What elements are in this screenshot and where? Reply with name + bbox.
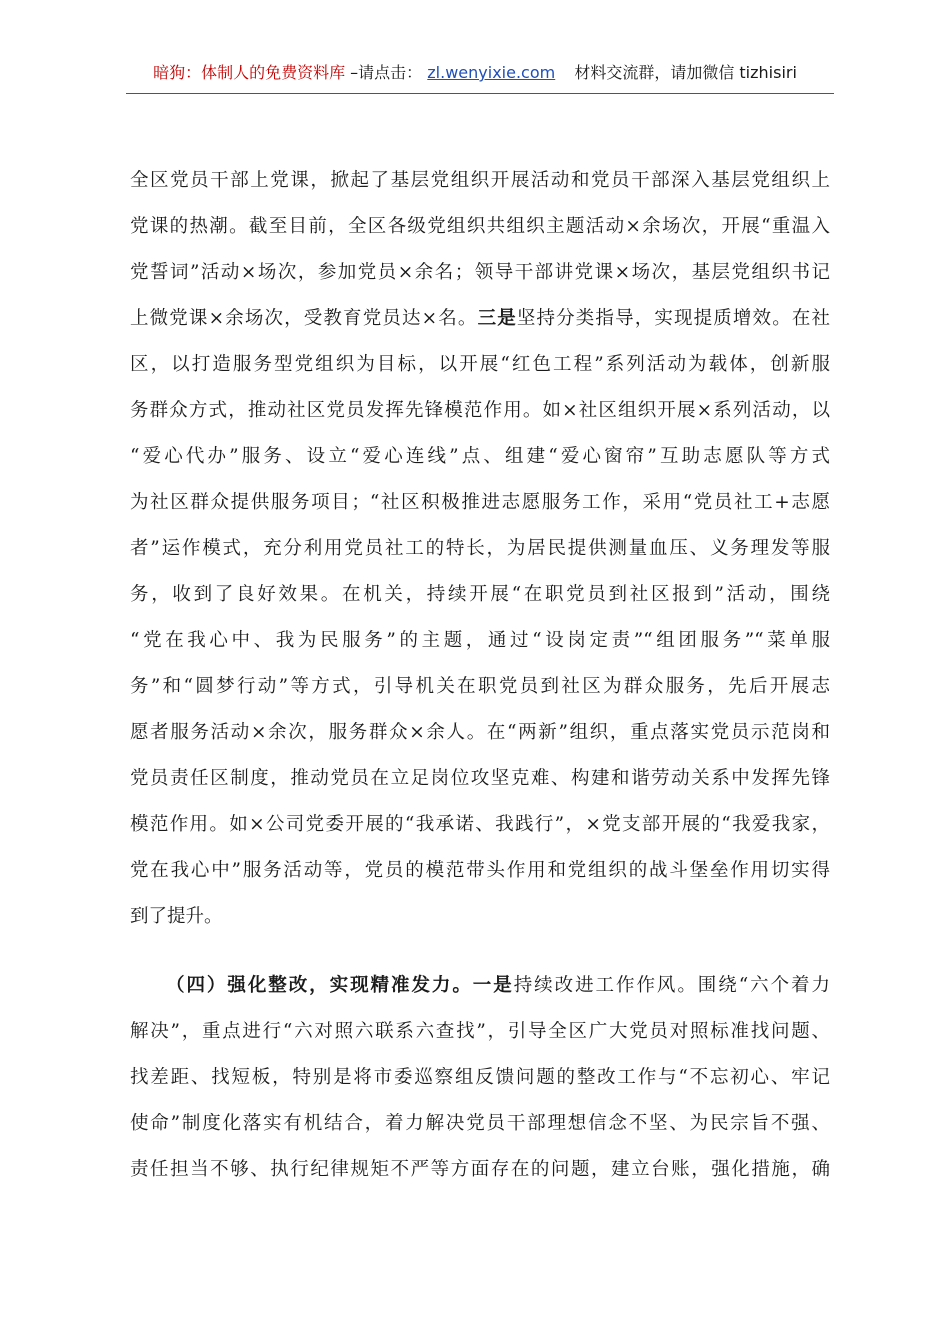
text-run: 上微党课×余场次，受教育党员达×名。 — [130, 308, 478, 329]
text-line: 党在我心中”服务活动等，党员的模范带头作用和党组织的战斗堡垒作用切实得 — [130, 860, 830, 881]
text-line: 找差距、找短板，特别是将市委巡察组反馈问题的整改工作与“不忘初心、牢记 — [130, 1067, 830, 1088]
text-line — [130, 303, 830, 349]
section-heading-line — [130, 970, 830, 1016]
text-line: “爱心代办”服务、设立“爱心连线”点、组建“爱心窗帘”互助志愿队等方式 — [130, 446, 830, 467]
text-line: 模范作用。如×公司党委开展的“我承诺、我践行”，×党支部开展的“我爱我家， — [130, 814, 830, 835]
text-line: 党誓词”活动×场次，参加党员×余名；领导干部讲党课×场次，基层党组织书记 — [130, 262, 830, 283]
text-run: 坚持分类指导，实现提质增效。在社 — [516, 308, 830, 329]
text-line: “党在我心中、我为民服务”的主题，通过“设岗定责”“组团服务”“菜单服 — [130, 630, 830, 651]
text-line: 愿者服务活动×余次，服务群众×余人。在“两新”组织，重点落实党员示范岗和 — [130, 722, 830, 743]
text-line: 全区党员干部上党课，掀起了基层党组织开展活动和党员干部深入基层党组织上 — [130, 170, 830, 191]
section-heading: （四）强化整改，实现精准发力。一是 — [166, 975, 514, 996]
text-line: 务群众方式，推动社区党员发挥先锋模范作用。如×社区组织开展×系列活动，以 — [130, 400, 830, 421]
document-body — [130, 165, 830, 1200]
text-line: 务”和“圆梦行动”等方式，引导机关在职党员到社区为群众服务，先后开展志 — [130, 676, 830, 697]
paragraph-2 — [130, 970, 830, 1200]
text-line: 党课的热潮。截至目前，全区各级党组织共组织主题活动×余场次，开展“重温入 — [130, 216, 830, 237]
text-line: 解决”，重点进行“六对照六联系六查找”，引导全区广大党员对照标准找问题、 — [130, 1021, 830, 1042]
text-line: 党员责任区制度，推动党员在立足岗位攻坚克难、构建和谐劳动关系中发挥先锋 — [130, 768, 830, 789]
click-label: –请点击： — [350, 63, 423, 82]
paragraph-gap — [130, 947, 830, 970]
text-run: 持续改进工作作风。围绕“六个着力 — [513, 975, 830, 996]
text-line: 责任担当不够、执行纪律规矩不严等方面存在的问题，建立台账，强化措施，确 — [130, 1159, 830, 1180]
bold-run: 三是 — [477, 308, 517, 329]
text-line: 者”运作模式，充分利用党员社工的特长，为居民提供测量血压、义务理发等服 — [130, 538, 830, 559]
header-divider — [126, 93, 834, 94]
wechat-group-label: 材料交流群，请加微信 tizhisiri — [574, 63, 797, 82]
site-label: 暗狗：体制人的免费资料库 — [153, 63, 346, 82]
text-line: 为社区群众提供服务项目；“社区积极推进志愿服务工作，采用“党员社工+志愿 — [130, 492, 830, 513]
paragraph-1 — [130, 165, 830, 947]
text-line: 到了提升。 — [130, 906, 223, 927]
page-header — [0, 62, 950, 84]
text-line: 区，以打造服务型党组织为目标，以开展“红色工程”系列活动为载体，创新服 — [130, 354, 830, 375]
site-link[interactable]: zl.wenyixie.com — [427, 63, 556, 82]
text-line: 使命”制度化落实有机结合，着力解决党员干部理想信念不坚、为民宗旨不强、 — [130, 1113, 830, 1134]
text-line: 务，收到了良好效果。在机关，持续开展“在职党员到社区报到”活动，围绕 — [130, 584, 830, 605]
